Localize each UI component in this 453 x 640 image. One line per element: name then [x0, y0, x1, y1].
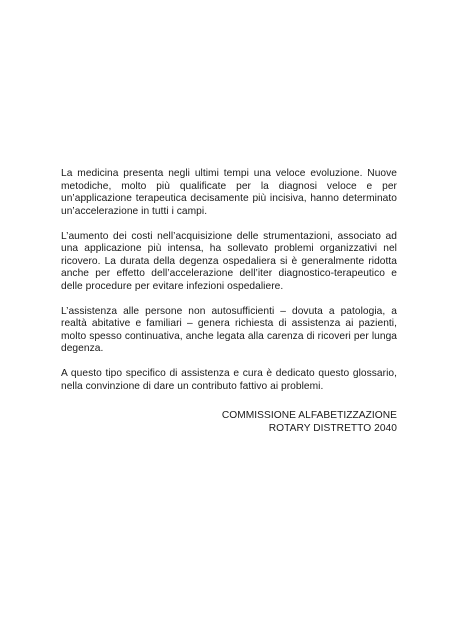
signature-block [61, 409, 397, 435]
paragraph-evolution: La medicina presenta negli ultimi tempi una veloce evoluzione. Nuove metodiche, molto più qualificate per la diagnosi veloce e per un’applicazione terapeutica decisamente più incisiva, hanno determinato un’accelerazione in tutti i campi. [61, 168, 397, 217]
preface-text [61, 168, 397, 435]
signature-commission: COMMISSIONE ALFABETIZZAZIONE [221, 410, 397, 421]
signature-rotary: ROTARY DISTRETTO 2040 [268, 423, 397, 434]
paragraph-assistance: L’assistenza alle persone non autosufficienti – dovuta a patologia, a realtà abitative e familiari – genera richiesta di assistenza ai pazienti, molto spesso continuativa, anche legata alla carenza di ricoveri per lunga degenza. [61, 305, 397, 354]
paragraph-costs: L’aumento dei costi nell’acquisizione delle strumentazioni, associato ad una applicazione più intensa, ha sollevato problemi organizzativi nel ricovero. La durata della degenza ospedaliera si è generalmente ridotta anche per effetto dell’accelerazione dell’iter diagnostico-terapeutico e delle procedure per evitare infezioni ospedaliere. [61, 230, 397, 292]
paragraph-glossary: A questo tipo specifico di assistenza e cura è dedicato questo glossario, nella convinzione di dare un contributo fattivo ai problemi. [61, 368, 397, 392]
